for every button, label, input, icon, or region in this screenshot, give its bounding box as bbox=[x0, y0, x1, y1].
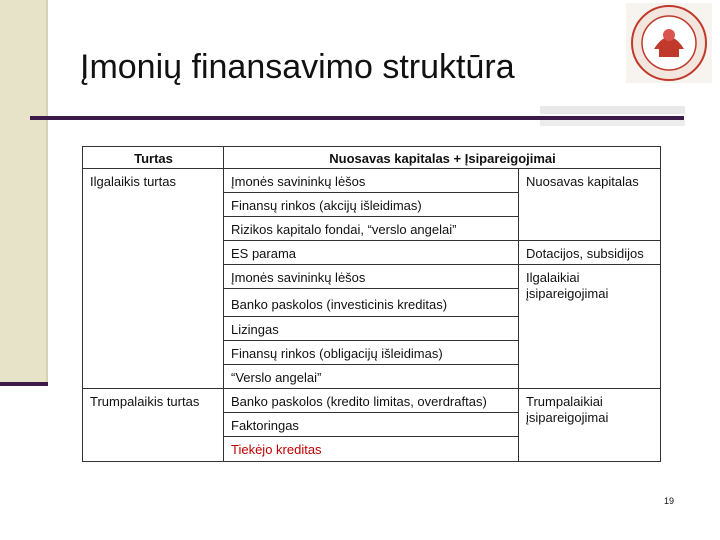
source-bond-issue: Finansų rinkos (obligacijų išleidimas) bbox=[223, 340, 519, 365]
source-owners-funds-2: Įmonės savininkų lėšos bbox=[223, 264, 519, 289]
source-supplier-credit: Tiekėjo kreditas bbox=[223, 436, 519, 462]
source-business-angels: “Verslo angelai” bbox=[223, 364, 519, 389]
source-eu-support: ES parama bbox=[223, 240, 519, 265]
source-bank-investment-loan: Banko paskolos (investicinis kreditas) bbox=[223, 288, 519, 317]
source-venture-capital: Rizikos kapitalo fondai, “verslo angelai” bbox=[223, 216, 519, 241]
row-label-long-term: Ilgalaikis turtas bbox=[82, 168, 224, 389]
category-long-term-liabilities: Ilgalaikiai įsipareigojimai bbox=[518, 264, 661, 389]
header-assets: Turtas bbox=[82, 146, 224, 169]
source-factoring: Faktoringas bbox=[223, 412, 519, 437]
source-bank-credit-limit: Banko paskolos (kredito limitas, overdraftas) bbox=[223, 388, 519, 413]
source-leasing: Lizingas bbox=[223, 316, 519, 341]
source-owners-funds: Įmonės savininkų lėšos bbox=[223, 168, 519, 193]
category-equity: Nuosavas kapitalas bbox=[518, 168, 661, 241]
slide-title: Įmonių finansavimo struktūra bbox=[80, 48, 515, 86]
header-equity-liabilities: Nuosavas kapitalas + Įsipareigojimai bbox=[223, 146, 661, 169]
row-label-short-term: Trumpalaikis turtas bbox=[82, 388, 224, 462]
source-share-issue: Finansų rinkos (akcijų išleidimas) bbox=[223, 192, 519, 217]
page-number: 19 bbox=[664, 496, 675, 506]
category-grants: Dotacijos, subsidijos bbox=[518, 240, 661, 265]
category-short-term-liabilities: Trumpalaikiai įsipareigojimai bbox=[518, 388, 661, 462]
